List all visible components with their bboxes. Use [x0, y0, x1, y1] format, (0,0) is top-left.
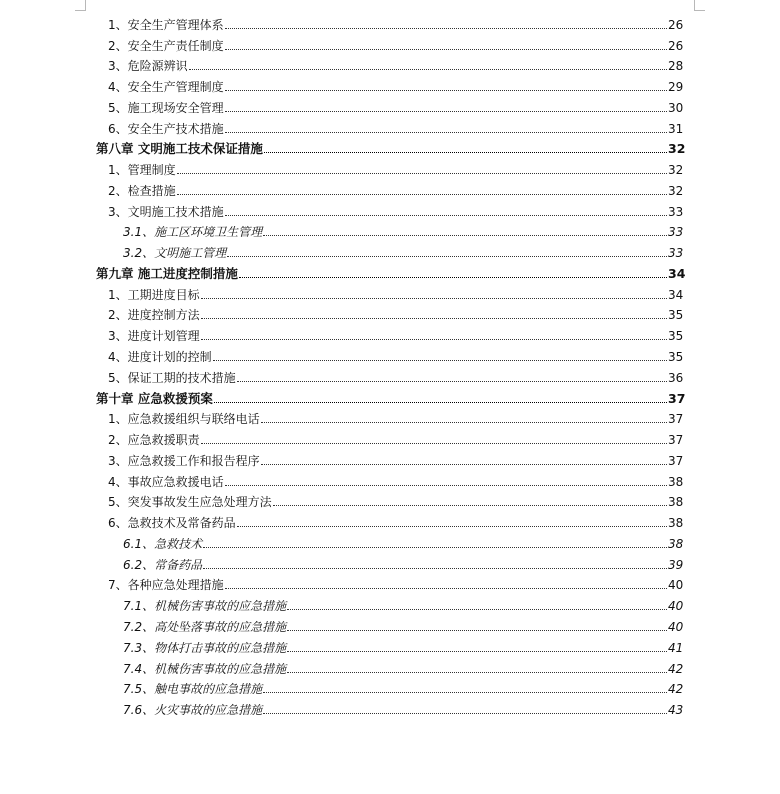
toc-page-number: 37: [668, 412, 684, 427]
toc-subsection-entry[interactable]: [96, 219, 682, 240]
toc-entry-title: 2、应急救援职责: [108, 433, 200, 448]
dot-leader: [225, 588, 667, 589]
toc-page-number: 38: [668, 495, 684, 510]
toc-entry-title: 5、保证工期的技术措施: [108, 370, 236, 385]
toc-page-number: 34: [668, 287, 684, 302]
dot-leader: [225, 111, 667, 112]
dot-leader: [263, 235, 667, 236]
toc-section-entry[interactable]: [96, 468, 682, 489]
toc-entry-title: 2、进度控制方法: [108, 308, 200, 323]
dot-leader: [225, 485, 667, 486]
dot-leader: [237, 381, 667, 382]
toc-page-number: 35: [668, 308, 684, 323]
toc-section-entry[interactable]: [96, 364, 682, 385]
toc-entry-title: 5、突发事故发生应急处理方法: [108, 495, 272, 510]
dot-leader: [261, 422, 667, 423]
dot-leader: [225, 28, 667, 29]
toc-section-entry[interactable]: [96, 572, 682, 593]
crop-mark-left: [75, 0, 86, 11]
dot-leader: [203, 568, 667, 569]
toc-entry-title: 3.2、文明施工管理: [123, 246, 227, 261]
toc-page-number: 40: [668, 599, 684, 614]
toc-entry-title: 7、各种应急处理措施: [108, 578, 224, 593]
toc-page-number: 26: [668, 17, 684, 32]
toc-entry-title: 5、施工现场安全管理: [108, 100, 224, 115]
toc-subsection-entry[interactable]: [96, 696, 682, 717]
toc-entry-title: 2、检查措施: [108, 183, 176, 198]
toc-entry-title: 6.1、急救技术: [123, 536, 203, 551]
toc-entry-title: 7.2、高处坠落事故的应急措施: [123, 619, 287, 634]
toc-entry-title: 第八章 文明施工技术保证措施: [96, 141, 263, 157]
toc-section-entry[interactable]: [96, 177, 682, 198]
toc-page-number: 41: [668, 640, 684, 655]
toc-page-number: 30: [668, 100, 684, 115]
dot-leader: [225, 49, 667, 50]
toc-entry-title: 2、安全生产责任制度: [108, 38, 224, 53]
toc-section-entry[interactable]: [96, 406, 682, 427]
dot-leader: [273, 505, 667, 506]
toc-page-number: 40: [668, 619, 684, 634]
dot-leader: [201, 443, 667, 444]
toc-page-number: 26: [668, 38, 684, 53]
dot-leader: [287, 609, 667, 610]
dot-leader: [264, 152, 667, 153]
toc-section-entry[interactable]: [96, 489, 682, 510]
toc-page-number: 37: [668, 453, 684, 468]
toc-subsection-entry[interactable]: [96, 592, 682, 613]
toc-section-entry[interactable]: [96, 343, 682, 364]
toc-subsection-entry[interactable]: [96, 676, 682, 697]
dot-leader: [201, 339, 667, 340]
dot-leader: [263, 692, 667, 693]
dot-leader: [287, 672, 667, 673]
dot-leader: [225, 90, 667, 91]
dot-leader: [214, 402, 667, 403]
toc-entry-title: 7.1、机械伤害事故的应急措施: [123, 599, 287, 614]
dot-leader: [201, 298, 667, 299]
toc-entry-title: 1、应急救援组织与联络电话: [108, 412, 260, 427]
toc-section-entry[interactable]: [96, 509, 682, 530]
toc-page-number: 38: [668, 536, 684, 551]
toc-entry-title: 第十章 应急救援预案: [96, 390, 213, 406]
dot-leader: [225, 215, 667, 216]
dot-leader: [261, 464, 667, 465]
toc-page-number: 33: [668, 246, 684, 261]
crop-mark-right: [694, 0, 705, 11]
toc-entry-title: 3.1、施工区环境卫生管理: [123, 225, 263, 240]
toc-page-number: 34: [668, 265, 686, 281]
toc-section-entry[interactable]: [96, 426, 682, 447]
toc-page-number: 37: [668, 433, 684, 448]
toc-section-entry[interactable]: [96, 73, 682, 94]
toc-entry-title: 3、危险源辨识: [108, 59, 188, 74]
toc-entry-title: 7.6、火灾事故的应急措施: [123, 703, 263, 718]
toc-subsection-entry[interactable]: [96, 655, 682, 676]
toc-entry-title: 4、进度计划的控制: [108, 350, 212, 365]
toc-section-entry[interactable]: [96, 156, 682, 177]
toc-entry-title: 3、文明施工技术措施: [108, 204, 224, 219]
dot-leader: [227, 256, 667, 257]
toc-subsection-entry[interactable]: [96, 613, 682, 634]
toc-page-number: 29: [668, 80, 684, 95]
toc-page-number: 32: [668, 141, 686, 157]
toc-page-number: 35: [668, 329, 684, 344]
toc-entry-title: 1、安全生产管理体系: [108, 17, 224, 32]
dot-leader: [203, 547, 667, 548]
toc-subsection-entry[interactable]: [96, 530, 682, 551]
toc-section-entry[interactable]: [96, 53, 682, 74]
toc-page-number: 40: [668, 578, 684, 593]
toc-section-entry[interactable]: [96, 32, 682, 53]
toc-subsection-entry[interactable]: [96, 551, 682, 572]
toc-section-entry[interactable]: [96, 281, 682, 302]
toc-page-number: 42: [668, 661, 684, 676]
toc-subsection-entry[interactable]: [96, 634, 682, 655]
toc-entry-title: 3、应急救援工作和报告程序: [108, 453, 260, 468]
toc-entry-title: 1、工期进度目标: [108, 287, 200, 302]
dot-leader: [287, 651, 667, 652]
toc-chapter-entry[interactable]: [96, 260, 686, 281]
toc-section-entry[interactable]: [96, 198, 682, 219]
toc-subsection-entry[interactable]: [96, 239, 682, 260]
toc-entry-title: 7.3、物体打击事故的应急措施: [123, 640, 287, 655]
toc-entry-title: 6、安全生产技术措施: [108, 121, 224, 136]
toc-page-number: 28: [668, 59, 684, 74]
toc-page-number: 33: [668, 225, 684, 240]
dot-leader: [177, 173, 667, 174]
dot-leader: [201, 318, 667, 319]
dot-leader: [287, 630, 667, 631]
toc-section-entry[interactable]: [96, 447, 682, 468]
toc-entry-title: 4、事故应急救援电话: [108, 474, 224, 489]
toc-entry-title: 7.5、触电事故的应急措施: [123, 682, 263, 697]
table-of-contents: [96, 11, 686, 718]
toc-page-number: 35: [668, 350, 684, 365]
toc-page-number: 31: [668, 121, 684, 136]
toc-chapter-entry[interactable]: [96, 385, 686, 406]
toc-entry-title: 6、急救技术及常备药品: [108, 516, 236, 531]
toc-section-entry[interactable]: [96, 115, 682, 136]
toc-page-number: 36: [668, 370, 684, 385]
toc-entry-title: 3、进度计划管理: [108, 329, 200, 344]
toc-section-entry[interactable]: [96, 94, 682, 115]
toc-section-entry[interactable]: [96, 322, 682, 343]
dot-leader: [177, 194, 667, 195]
toc-page-number: 37: [668, 390, 686, 406]
toc-section-entry[interactable]: [96, 11, 682, 32]
dot-leader: [213, 360, 667, 361]
toc-section-entry[interactable]: [96, 302, 682, 323]
dot-leader: [239, 277, 667, 278]
toc-entry-title: 6.2、常备药品: [123, 557, 203, 572]
toc-page-number: 42: [668, 682, 684, 697]
toc-entry-title: 第九章 施工进度控制措施: [96, 265, 238, 281]
toc-page-number: 38: [668, 516, 684, 531]
dot-leader: [189, 69, 667, 70]
toc-entry-title: 4、安全生产管理制度: [108, 80, 224, 95]
toc-entry-title: 7.4、机械伤害事故的应急措施: [123, 661, 287, 676]
toc-chapter-entry[interactable]: [96, 136, 686, 157]
dot-leader: [237, 526, 667, 527]
toc-page-number: 32: [668, 163, 684, 178]
dot-leader: [263, 713, 667, 714]
toc-page-number: 38: [668, 474, 684, 489]
dot-leader: [225, 132, 667, 133]
toc-page-number: 32: [668, 183, 684, 198]
toc-entry-title: 1、管理制度: [108, 163, 176, 178]
toc-page-number: 43: [668, 703, 684, 718]
toc-page-number: 33: [668, 204, 684, 219]
toc-page-number: 39: [668, 557, 684, 572]
